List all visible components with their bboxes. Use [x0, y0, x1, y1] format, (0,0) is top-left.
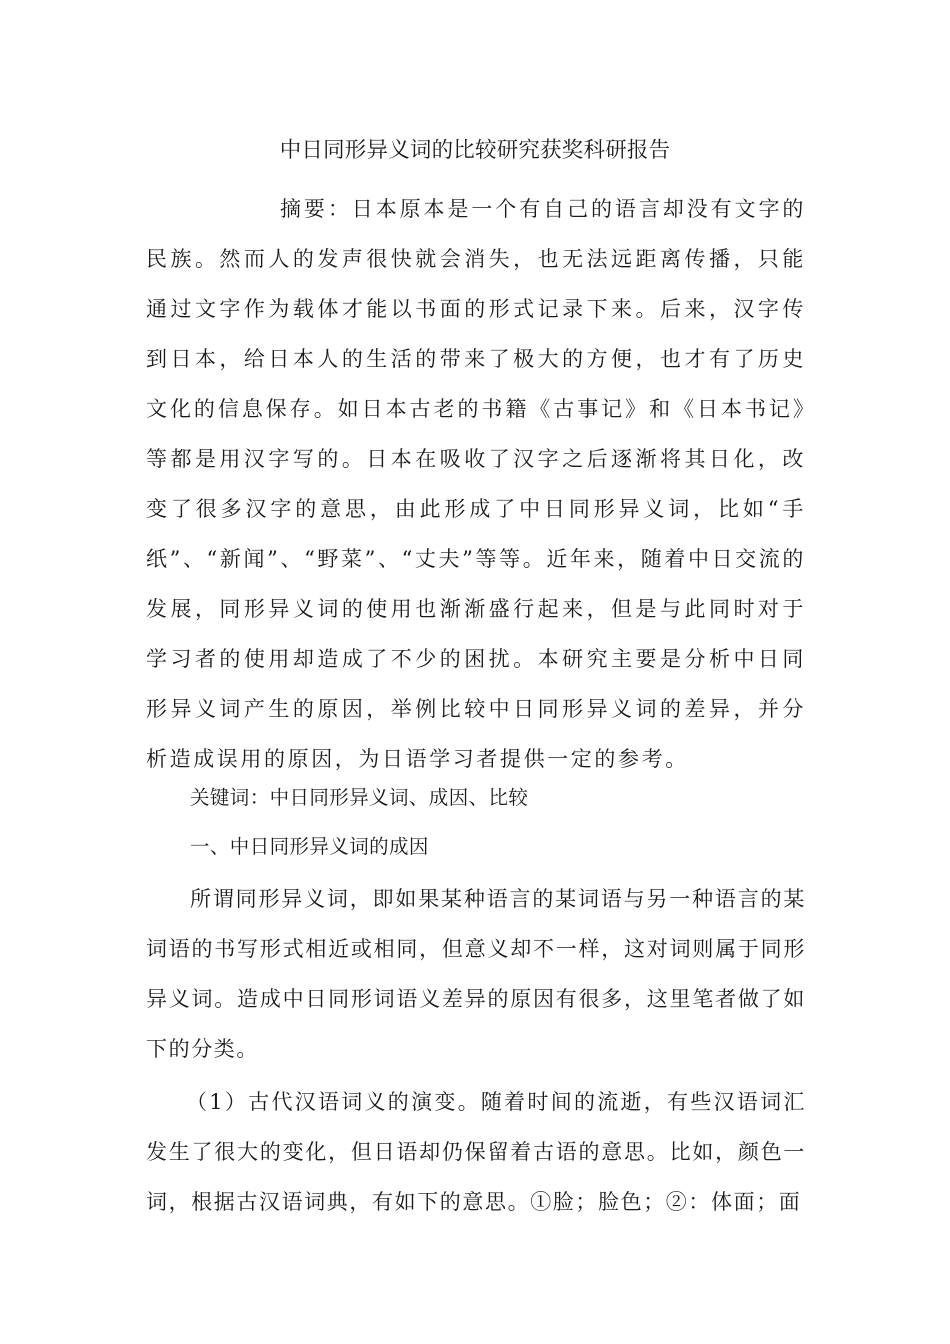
section-heading: 一、中日同形异义词的成因	[190, 835, 429, 858]
document-title: 中日同形异义词的比较研究获奖科研报告	[279, 138, 671, 163]
definition-paragraph: 所谓同形异义词，即如果某种语言的某词语与另一种语言的某词语的书写形式相近或相同，但意义却不一样，这对词则属于同形异义词。造成中日同形词语义差异的原因有很多，这里笔者做了如下的分类。	[146, 887, 806, 1061]
abstract-paragraph: 摘要：日本原本是一个有自己的语言却没有文字的民族。然而人的发声很快就会消失，也无法远距离传播，只能通过文字作为载体才能以书面的形式记录下来。后来，汉字传到日本，给日本人的生活的带来了极大的方便，也才有了历史文化的信息保存。如日本古老的书籍《古事记》和《日本书记》等都是用汉字写的。日本在吸收了汉字之后逐渐将其日化，改变了很多汉字的意思，由此形成了中日同形异义词，比如“手纸”、“新闻”、“野菜”、“丈夫”等等。近年来，随着中日交流的发展，同形异义词的使用也渐渐盛行起来，但是与此同时对于学习者的使用却造成了不少的困扰。本研究主要是分析中日同形异义词产生的原因，举例比较中日同形异义词的差异，并分析造成误用的原因，为日语学习者提供一定的参考。	[146, 197, 806, 771]
list-item-paragraph: （1）古代汉语词义的演变。随着时间的流逝，有些汉语词汇发生了很大的变化，但日语却仍保留着古语的意思。比如，颜色一词，根据古汉语词典，有如下的意思。①脸；脸色；②：体面；面	[146, 1090, 806, 1214]
keywords-line: 关键词：中日同形异义词、成因、比较	[190, 786, 529, 809]
